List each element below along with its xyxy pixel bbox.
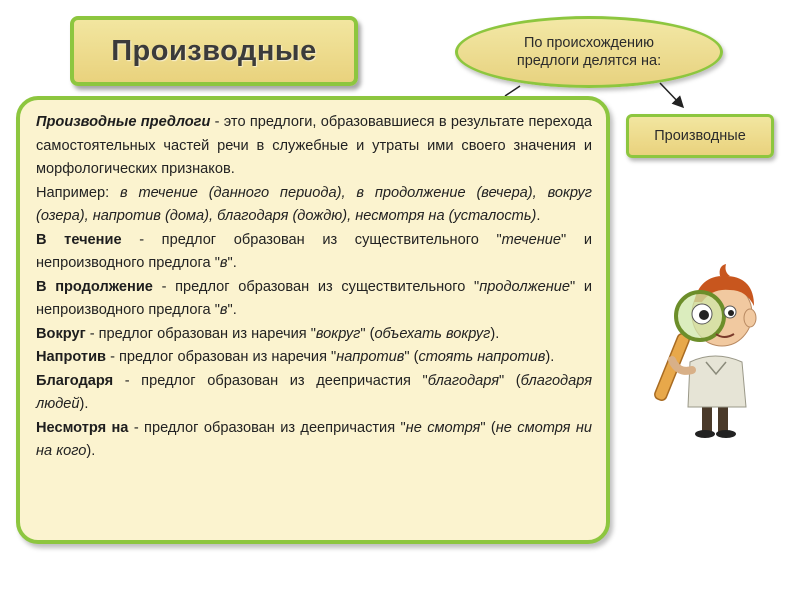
entry-text: " (	[499, 372, 521, 389]
entry-v-techenie	[36, 229, 592, 276]
entry-term: Несмотря на	[36, 419, 129, 436]
entry-text: - предлог образован из деепричастия "	[128, 419, 406, 436]
entry-source: продолжение	[479, 278, 570, 295]
category-oval	[455, 16, 723, 88]
entry-text: - предлог образован из наречия "	[85, 325, 316, 342]
entry-nesmotrya-na	[36, 417, 592, 464]
title-text: Производные	[111, 34, 317, 67]
entry-text: " (	[404, 349, 419, 365]
entry-vokrug	[36, 323, 592, 347]
entry-text: - предлог образован из существительного "	[121, 231, 502, 248]
examples-list: в течение (данного периода), в продолжение (вечера), вокруг (озера), напротив (дома), благодаря (дождю), несмотря на (усталость)	[36, 184, 592, 224]
arrow-left	[505, 86, 520, 96]
entry-text: ).	[86, 443, 96, 459]
entry-text: " и непроизводного предлога "	[36, 278, 592, 318]
entry-text: ".	[227, 302, 237, 318]
derived-box	[626, 114, 774, 158]
entry-term: Вокруг	[36, 325, 86, 342]
entry-text: ).	[490, 325, 500, 342]
title-box	[70, 16, 358, 86]
entry-term: Напротив	[36, 349, 107, 365]
examples-lead: Например:	[36, 184, 120, 201]
entry-blagodarya	[36, 370, 592, 417]
examples-paragraph	[36, 182, 592, 229]
definition-panel	[16, 96, 610, 544]
oval-text: По происхождению предлоги делятся на:	[516, 35, 662, 69]
entry-text: " (	[480, 419, 496, 436]
entry-naprotiv	[36, 346, 592, 370]
entry-text: ).	[545, 349, 555, 365]
entry-example: благодаря людей	[36, 372, 592, 412]
entry-text: ".	[227, 255, 237, 271]
entry-text: - предлог образован из наречия "	[106, 349, 337, 365]
entry-source: течение	[501, 231, 562, 248]
entry-v-prodolzhenie	[36, 276, 592, 323]
entry-example: объехать вокруг	[374, 325, 491, 342]
entry-text: - предлог образован из деепричастия "	[113, 372, 428, 389]
entry-source: не смотря	[405, 419, 481, 436]
entry-example: не смотря ни на кого	[36, 419, 592, 459]
arrow-right	[660, 83, 682, 106]
entry-text: " (	[360, 325, 375, 342]
entry-term: В течение	[36, 231, 122, 248]
entry-text: " и непроизводного предлога "	[36, 231, 592, 271]
entry-source: напротив	[336, 349, 405, 365]
definition-text: - это предлоги, образовавшиеся в результате перехода самостоятельных частей речи в служебные и утраты ими своего значения и морфологических признаков.	[36, 114, 592, 177]
term-definition: Производные предлоги	[36, 114, 211, 130]
entry-example: в	[219, 302, 228, 318]
definition-paragraph	[36, 111, 592, 182]
magnifier-boy-icon	[650, 262, 768, 440]
entry-source: вокруг	[315, 325, 361, 342]
entry-text: - предлог образован из существительного "	[152, 278, 480, 295]
entry-text: ).	[79, 396, 89, 412]
derived-box-label: Производные	[654, 128, 746, 144]
entry-example: в	[219, 255, 228, 271]
examples-end: .	[536, 208, 541, 224]
entry-example: стоять напротив	[418, 349, 546, 365]
entry-term: Благодаря	[36, 372, 114, 389]
entry-term: В продолжение	[36, 278, 153, 295]
entry-source: благодаря	[427, 372, 500, 389]
